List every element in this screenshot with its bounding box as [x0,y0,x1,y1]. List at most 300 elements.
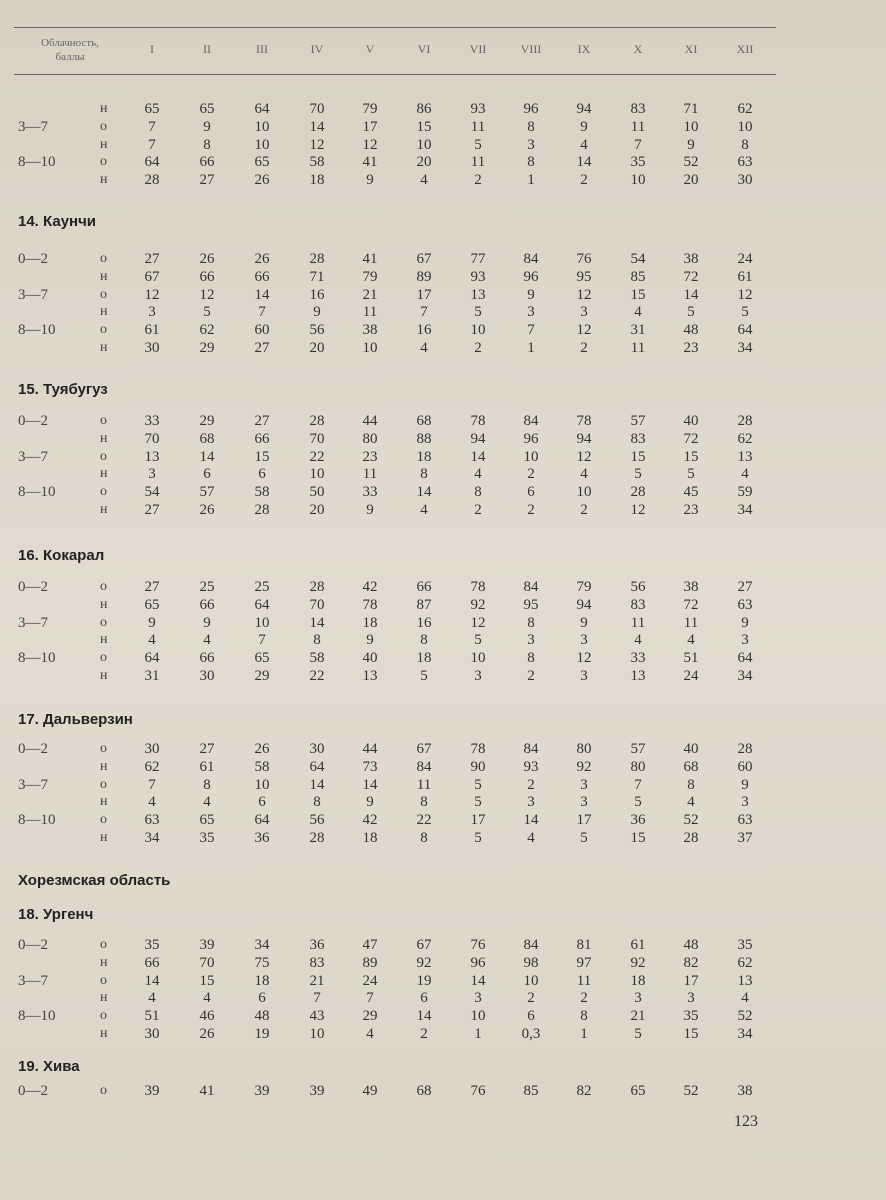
table-cell: 27 [144,502,160,518]
table-cell: 3 [580,794,588,811]
table-row [0,668,886,685]
table-cell: 3 [148,466,156,483]
table-cell: 5 [420,668,428,684]
table-cell: 18 [254,972,270,989]
table-cell: 4 [203,632,211,649]
table-cell: 2 [580,172,588,189]
table-cell: 4 [687,794,695,811]
table-cell: 42 [362,812,378,829]
table-cell: 70 [199,954,215,971]
table-cell: 78 [470,741,486,757]
table-cell: 6 [527,1008,535,1025]
cloudiness-range: 3—7 [18,448,48,465]
table-cell: 20 [309,340,325,356]
table-cell: 31 [630,322,646,339]
table-cell: 43 [309,1008,325,1025]
row-type: о [100,579,107,594]
table-cell: 8 [313,632,321,649]
table-cell: 12 [199,286,215,303]
table-row [0,172,886,189]
table-cell: 9 [527,286,535,303]
table-cell: 28 [254,502,270,518]
table-cell: 11 [416,776,432,793]
table-cell: 60 [254,322,270,339]
table-cell: 35 [737,937,753,953]
table-cell: 4 [203,794,211,811]
table-cell: 4 [148,632,156,649]
row-type: о [100,251,107,266]
table-cell: 12 [630,502,646,518]
row-type: н [100,136,108,152]
table-cell: 89 [416,268,432,285]
table-cell: 18 [416,650,432,667]
table-cell: 6 [203,466,211,483]
table-cell: 7 [527,322,535,339]
table-cell: 3 [474,990,482,1007]
table-cell: 8 [420,466,428,483]
table-cell: 23 [362,448,378,465]
table-row [0,304,886,321]
table-cell: 33 [630,650,646,667]
station-heading: 18. Ургенч [18,906,94,923]
table-cell: 39 [309,1083,325,1099]
table-cell: 8 [580,1008,588,1025]
header-month-5: V [365,42,375,56]
table-cell: 15 [683,1026,699,1042]
table-cell: 38 [683,579,699,595]
table-row [0,466,886,483]
table-cell: 1 [527,340,535,356]
table-cell: 87 [416,596,432,613]
table-cell: 14 [254,286,270,303]
table-cell: 10 [470,650,486,667]
table-cell: 4 [741,466,749,483]
table-cell: 9 [687,136,695,153]
table-cell: 5 [474,136,482,153]
table-cell: 56 [309,322,325,339]
header-cloudiness-label [22,36,118,64]
table-cell: 65 [144,596,160,613]
table-cell: 26 [254,172,270,189]
table-row [0,269,886,286]
table-cell: 78 [362,596,378,613]
table-cell: 11 [576,972,592,989]
table-cell: 34 [737,668,753,684]
table-cell: 19 [416,972,432,989]
table-cell: 14 [199,448,215,465]
row-type: о [100,118,107,134]
table-cell: 38 [737,1083,753,1099]
table-cell: 14 [416,484,432,501]
table-cell: 7 [148,776,156,793]
table-cell: 64 [254,596,270,613]
table-cell: 10 [630,172,646,189]
table-cell: 12 [470,614,486,631]
table-cell: 58 [254,758,270,775]
table-cell: 15 [630,830,646,846]
table-cell: 54 [144,484,160,501]
table-cell: 80 [576,741,592,757]
table-cell: 8 [527,118,535,135]
table-cell: 48 [683,322,699,339]
table-cell: 84 [416,758,432,775]
table-cell: 52 [683,812,699,829]
header-month-12: XII [736,42,754,56]
table-row [0,632,886,649]
table-row [0,650,886,667]
table-cell: 10 [416,136,432,153]
table-cell: 5 [634,794,642,811]
table-row [0,431,886,448]
table-cell: 3 [580,668,588,684]
table-cell: 89 [362,954,378,971]
table-cell: 79 [362,268,378,285]
table-cell: 21 [630,1008,646,1025]
table-cell: 9 [366,172,374,189]
row-type: н [100,502,108,517]
table-cell: 67 [416,937,432,953]
table-cell: 10 [254,776,270,793]
table-row [0,1026,886,1043]
table-cell: 61 [199,758,215,775]
row-type: н [100,1026,108,1041]
table-cell: 27 [254,413,270,429]
table-cell: 11 [630,614,646,631]
table-cell: 2 [527,502,535,518]
table-cell: 64 [144,650,160,667]
table-cell: 84 [523,579,539,595]
table-cell: 48 [254,1008,270,1025]
table-cell: 12 [362,136,378,153]
table-cell: 10 [576,484,592,501]
table-cell: 2 [580,990,588,1007]
table-cell: 23 [683,340,699,356]
table-cell: 2 [474,502,482,518]
table-cell: 21 [362,286,378,303]
table-cell: 7 [366,990,374,1007]
table-cell: 18 [362,830,378,846]
table-cell: 84 [523,413,539,429]
table-cell: 66 [199,154,215,171]
table-cell: 84 [523,937,539,953]
table-cell: 30 [199,668,215,684]
table-cell: 11 [470,118,486,135]
table-cell: 17 [576,812,592,829]
row-type: н [100,954,108,970]
table-cell: 4 [634,304,642,321]
table-cell: 58 [309,154,325,171]
table-row [0,413,886,430]
table-cell: 8 [420,830,428,846]
table-cell: 1 [580,1026,588,1042]
table-cell: 22 [309,668,325,684]
table-cell: 9 [580,614,588,631]
table-cell: 4 [420,172,428,189]
table-cell: 34 [144,830,160,846]
header-month-9: IX [577,42,591,56]
table-cell: 5 [741,304,749,321]
table-row [0,1008,886,1025]
table-cell: 7 [258,632,266,649]
row-type: н [100,430,108,446]
table-row [0,1083,886,1100]
table-cell: 98 [523,954,539,971]
row-type: о [100,1008,107,1024]
header-month-10: X [633,42,643,56]
table-cell: 40 [362,650,378,667]
table-cell: 56 [309,812,325,829]
table-cell: 22 [416,812,432,829]
table-cell: 9 [203,118,211,135]
table-cell: 10 [309,1026,325,1042]
table-cell: 93 [470,268,486,285]
table-cell: 66 [144,954,160,971]
table-cell: 22 [309,448,325,465]
table-cell: 86 [416,101,432,117]
table-cell: 1 [474,1026,482,1042]
table-cell: 63 [737,596,753,613]
table-cell: 13 [737,972,753,989]
table-cell: 64 [737,650,753,667]
table-cell: 14 [309,118,325,135]
table-cell: 64 [254,812,270,829]
table-cell: 66 [254,268,270,285]
table-cell: 64 [254,101,270,117]
table-cell: 28 [630,484,646,501]
table-cell: 27 [144,251,160,267]
table-cell: 11 [630,340,646,356]
table-row [0,973,886,990]
table-cell: 13 [737,448,753,465]
cloudiness-range: 3—7 [18,118,48,135]
row-type: н [100,466,108,482]
table-cell: 68 [683,758,699,775]
table-row [0,484,886,501]
table-cell: 14 [144,972,160,989]
table-cell: 5 [474,632,482,649]
table-cell: 18 [416,448,432,465]
table-cell: 92 [416,954,432,971]
table-row [0,794,886,811]
table-row [0,812,886,829]
table-cell: 81 [576,937,592,953]
table-cell: 95 [576,268,592,285]
table-cell: 83 [630,101,646,117]
table-cell: 18 [309,172,325,189]
table-cell: 64 [144,154,160,171]
table-cell: 20 [683,172,699,189]
table-cell: 3 [527,136,535,153]
table-cell: 3 [527,632,535,649]
table-cell: 7 [634,136,642,153]
table-cell: 88 [416,430,432,447]
table-cell: 42 [362,579,378,595]
table-row [0,449,886,466]
header-month-11: XI [684,42,698,56]
table-cell: 28 [144,172,160,189]
table-cell: 10 [470,1008,486,1025]
table-cell: 94 [576,430,592,447]
table-cell: 28 [309,830,325,846]
table-cell: 35 [630,154,646,171]
table-cell: 70 [309,430,325,447]
table-cell: 95 [523,596,539,613]
table-cell: 3 [527,304,535,321]
table-cell: 76 [470,937,486,953]
table-cell: 79 [576,579,592,595]
table-cell: 6 [420,990,428,1007]
row-type: н [100,990,108,1006]
table-cell: 85 [523,1083,539,1099]
table-cell: 6 [258,990,266,1007]
table-cell: 17 [683,972,699,989]
table-cell: 58 [309,650,325,667]
table-cell: 78 [470,579,486,595]
table-cell: 65 [254,650,270,667]
station-heading: 14. Каунчи [18,213,97,230]
table-cell: 96 [523,430,539,447]
table-cell: 52 [737,1008,753,1025]
table-cell: 94 [576,101,592,117]
table-cell: 83 [630,596,646,613]
table-row [0,759,886,776]
table-cell: 29 [362,1008,378,1025]
table-cell: 65 [630,1083,646,1099]
table-cell: 14 [470,448,486,465]
table-cell: 7 [313,990,321,1007]
table-cell: 14 [416,1008,432,1025]
table-cell: 37 [737,830,753,846]
table-cell: 7 [420,304,428,321]
table-cell: 4 [474,466,482,483]
table-cell: 57 [630,413,646,429]
table-cell: 4 [366,1026,374,1042]
table-cell: 78 [470,413,486,429]
table-cell: 29 [199,340,215,356]
table-cell: 62 [737,101,753,117]
table-cell: 8 [527,154,535,171]
row-type: о [100,741,107,756]
table-cell: 65 [199,812,215,829]
table-cell: 4 [148,990,156,1007]
table-cell: 66 [416,579,432,595]
row-type: н [100,758,108,774]
table-cell: 41 [362,251,378,267]
table-cell: 10 [683,118,699,135]
table-cell: 2 [474,172,482,189]
table-cell: 40 [683,413,699,429]
row-type: н [100,668,108,683]
table-cell: 94 [576,596,592,613]
row-type: н [100,340,108,355]
cloudiness-range: 0—2 [18,251,48,267]
table-cell: 61 [737,268,753,285]
table-cell: 44 [362,741,378,757]
table-cell: 5 [634,1026,642,1042]
table-cell: 10 [254,614,270,631]
table-row [0,990,886,1007]
table-cell: 0,3 [521,1026,541,1042]
table-cell: 56 [630,579,646,595]
table-cell: 34 [254,937,270,953]
header-month-1: I [150,42,154,56]
table-cell: 10 [362,340,378,356]
table-cell: 96 [523,101,539,117]
table-cell: 80 [362,430,378,447]
table-cell: 14 [576,154,592,171]
table-cell: 11 [470,154,486,171]
cloudiness-range: 8—10 [18,484,56,501]
table-cell: 65 [199,101,215,117]
table-cell: 4 [741,990,749,1007]
table-cell: 18 [630,972,646,989]
table-cell: 79 [362,101,378,117]
row-type: о [100,448,107,464]
table-cell: 36 [254,830,270,846]
table-cell: 9 [366,502,374,518]
table-cell: 57 [199,484,215,501]
table-cell: 28 [683,830,699,846]
cloudiness-range: 8—10 [18,322,56,339]
cloudiness-range: 3—7 [18,286,48,303]
table-cell: 11 [362,466,378,483]
table-cell: 15 [630,286,646,303]
table-cell: 65 [144,101,160,117]
table-cell: 34 [737,502,753,518]
table-cell: 8 [687,776,695,793]
table-cell: 63 [144,812,160,829]
table-cell: 33 [362,484,378,501]
table-cell: 26 [199,1026,215,1042]
header-month-7: VII [469,42,487,56]
table-cell: 83 [309,954,325,971]
table-cell: 28 [309,413,325,429]
row-type: н [100,632,108,648]
table-row [0,955,886,972]
table-cell: 67 [416,741,432,757]
table-cell: 3 [148,304,156,321]
table-cell: 62 [737,430,753,447]
table-cell: 4 [634,632,642,649]
table-cell: 16 [416,322,432,339]
table-cell: 20 [416,154,432,171]
table-cell: 60 [737,758,753,775]
table-row [0,579,886,596]
row-type: о [100,484,107,500]
table-cell: 5 [474,776,482,793]
row-type: о [100,812,107,828]
table-cell: 68 [199,430,215,447]
table-cell: 96 [523,268,539,285]
table-cell: 3 [687,990,695,1007]
table-cell: 24 [683,668,699,684]
header-month-2: II [203,42,211,56]
table-cell: 14 [362,776,378,793]
table-cell: 80 [630,758,646,775]
table-cell: 61 [630,937,646,953]
row-type: о [100,413,107,428]
station-heading: 16. Кокарал [18,547,105,564]
table-cell: 92 [470,596,486,613]
table-cell: 4 [420,340,428,356]
table-cell: 77 [470,251,486,267]
table-cell: 71 [683,101,699,117]
table-cell: 92 [630,954,646,971]
table-cell: 2 [420,1026,428,1042]
table-cell: 5 [687,304,695,321]
table-row [0,741,886,758]
table-cell: 6 [258,794,266,811]
